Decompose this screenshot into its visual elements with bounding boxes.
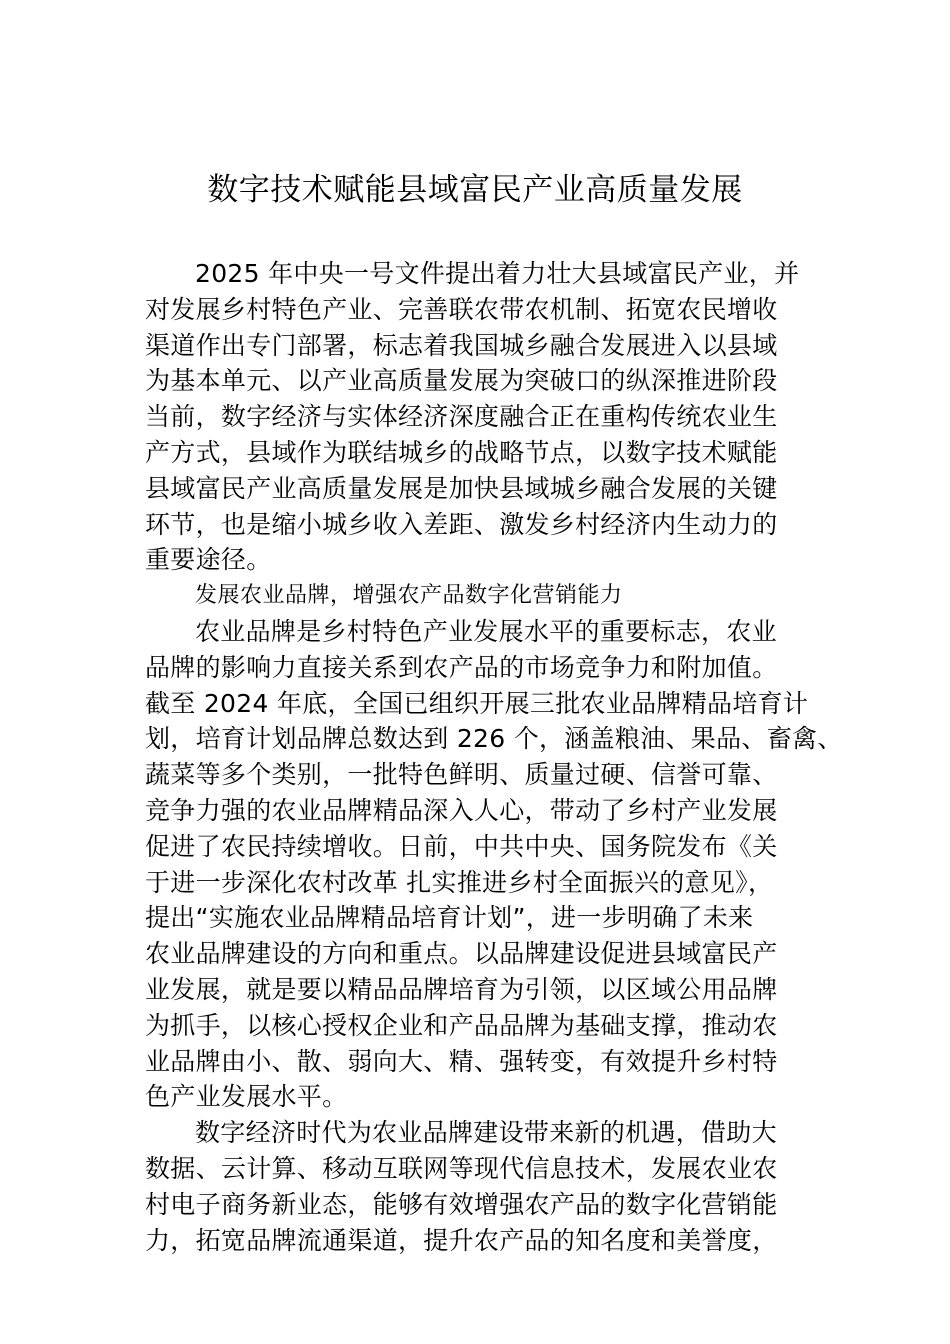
text-line: 对发展乡村特色产业、完善联农带农机制、拓宽农民增收 [145, 294, 778, 324]
document-title: 数字技术赋能县域富民产业高质量发展 [207, 172, 743, 208]
text-line: 提出“实施农业品牌精品培育计划”，进一步明确了未来 [145, 903, 754, 933]
text-line: 产方式，县域作为联结城乡的战略节点，以数字技术赋能 [145, 437, 778, 467]
text-line: 色产业发展水平。 [145, 1082, 348, 1112]
text-line: 于进一步深化农村改革 扎实推进乡村全面振兴的意见》， [145, 867, 774, 897]
text-line: 为抓手，以核心授权企业和产品品牌为基础支撑，推动农 [145, 1010, 778, 1040]
text-line: 2025 年中央一号文件提出着力壮大县域富民产业，并 [195, 259, 800, 288]
text-line: 农业品牌是乡村特色产业发展水平的重要标志，农业 [195, 616, 777, 646]
text-line: 蔬菜等多个类别，一批特色鲜明、质量过硬、信誉可靠、 [145, 760, 778, 790]
text-line: 竞争力强的农业品牌精品深入人心，带动了乡村产业发展 [145, 795, 778, 825]
text-line: 数据、云计算、移动互联网等现代信息技术，发展农业农 [145, 1153, 778, 1183]
text-line: 当前，数字经济与实体经济深度融合正在重构传统农业生 [145, 402, 778, 432]
text-line: 为基本单元、以产业高质量发展为突破口的纵深推进阶段 [145, 366, 778, 396]
text-line: 渠道作出专门部署，标志着我国城乡融合发展进入以县域 [145, 330, 778, 360]
text-line: 农业品牌建设的方向和重点。以品牌建设促进县域富民产 [145, 939, 778, 969]
section-heading: 发展农业品牌，增强农产品数字化营销能力 [195, 583, 623, 609]
text-line: 业品牌由小、散、弱向大、精、强转变，有效提升乡村特 [145, 1046, 778, 1076]
text-line: 促进了农民持续增收。日前，中共中央、国务院发布《关 [145, 831, 778, 861]
text-line: 村电子商务新业态，能够有效增强农产品的数字化营销能 [145, 1189, 778, 1219]
text-line: 力，拓宽品牌流通渠道，提升农产品的知名度和美誉度， [145, 1225, 778, 1255]
text-line: 业发展，就是要以精品品牌培育为引领，以区域公用品牌 [145, 974, 778, 1004]
text-line: 县域富民产业高质量发展是加快县域城乡融合发展的关键 [145, 473, 778, 503]
text-line: 划，培育计划品牌总数达到 226 个，涵盖粮油、果品、畜禽、 [145, 724, 843, 754]
document-body [145, 256, 845, 1258]
text-line: 环节，也是缩小城乡收入差距、激发乡村经济内生动力的 [145, 509, 778, 539]
text-line: 品牌的影响力直接关系到农产品的市场竞争力和附加值。 [145, 652, 778, 682]
text-line: 数字经济时代为农业品牌建设带来新的机遇，借助大 [195, 1118, 777, 1148]
text-line: 重要途径。 [145, 545, 272, 575]
text-line: 截至 2024 年底，全国已组织开展三批农业品牌精品培育计 [145, 688, 809, 718]
